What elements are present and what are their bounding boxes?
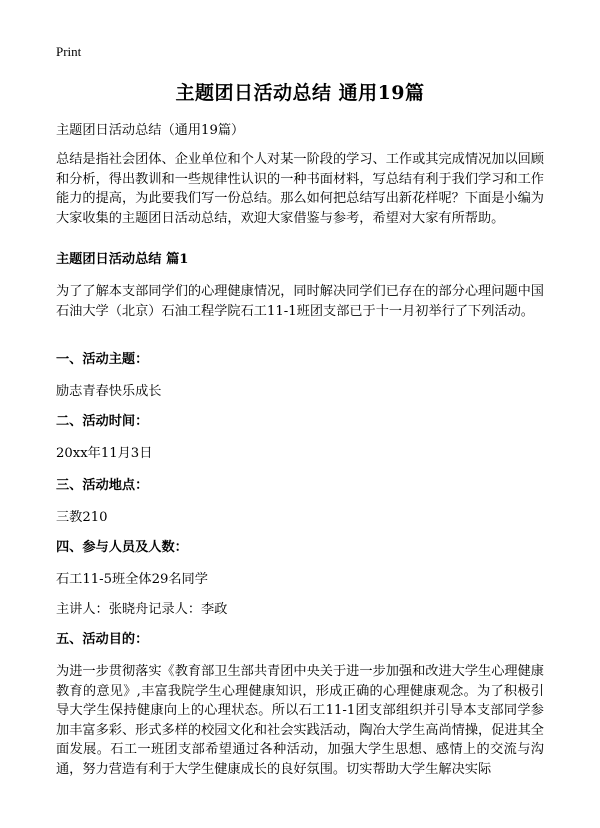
purpose-heading: 五、活动目的： (56, 632, 149, 647)
document-title: 主题团日活动总结 通用19篇 (175, 82, 425, 104)
place-value: 三教210 (56, 510, 108, 525)
time-heading: 二、活动时间： (56, 414, 149, 429)
time-value: 20xx年11月3日 (56, 446, 153, 461)
place-heading: 三、活动地点： (56, 478, 149, 493)
purpose-paragraph: 为进一步贯彻落实《教育部卫生部共青团中央关于进一步加强和改进大学生心理健康教育的意见》,丰富我院学生心理健康知识，形成正确的心理健康观念。为了积极引导大学生保持健康向上的心理状态。所以石工11-1团支部组织并引导本支部同学参加丰富多彩、形式多样的校园文化和社会实践活动，陶冶大学生高尚情操，促进其全面发展。石工一班团支部希望通过各种活动，加强大学生思想、感情上的交流与沟通，努力营造有利于大学生健康成长的良好氛围。切实帮助大学生解决实际 (56, 664, 544, 777)
section-intro-paragraph: 为了了解本支部同学们的心理健康情况，同时解决同学们已存在的部分心理问题中国石油大学（北京）石油工程学院石工11-1班团支部已于十一月初举行了下列活动。 (56, 284, 544, 319)
people-heading: 四、参与人员及人数： (56, 540, 188, 555)
people-value: 石工11-5班全体29名同学 (56, 572, 208, 587)
document-subtitle: 主题团日活动总结（通用19篇） (56, 123, 245, 138)
intro-paragraph: 总结是指社会团体、企业单位和个人对某一阶段的学习、工作或其完成情况加以回顾和分析，得出教训和一些规律性认识的一种书面材料，写总结有利于我们学习和工作能力的提高，为此要我们写一份总结。那么如何把总结写出新花样呢？下面是小编为大家收集的主题团日活动总结，欢迎大家借鉴与参考，希望对大家有所帮助。 (56, 152, 544, 226)
print-label: Print (56, 44, 82, 59)
speaker-line: 主讲人：张晓舟记录人：李政 (56, 602, 228, 617)
theme-value: 励志青春快乐成长 (56, 384, 162, 399)
section-heading: 主题团日活动总结 篇1 (56, 252, 189, 267)
theme-heading: 一、活动主题： (56, 352, 149, 367)
